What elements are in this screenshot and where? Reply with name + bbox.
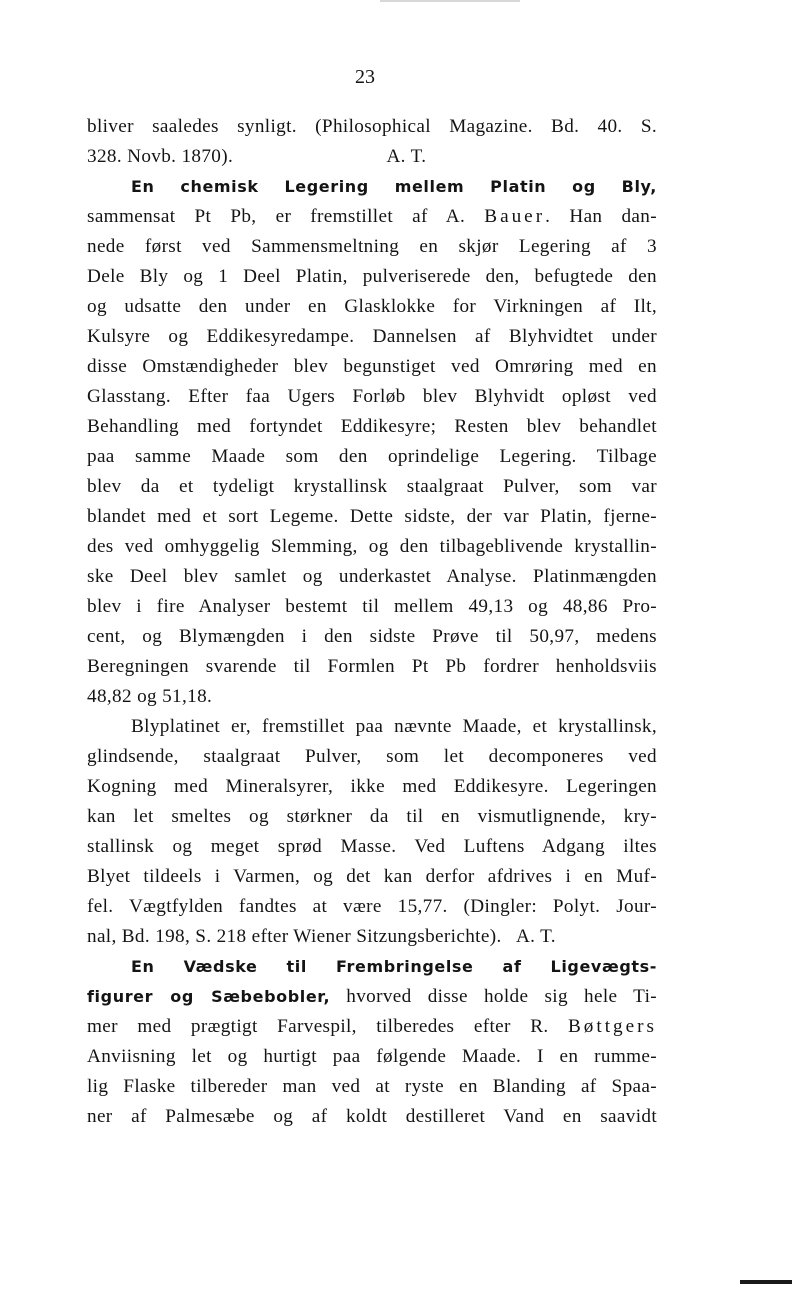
text-line: Beregningen svarende til Formlen Pt Pb fordrer henholdsviis [87,656,657,677]
text-line: Blyplatinet er, fremstillet paa nævnte Maade, et krystallinsk, [131,716,657,737]
text-line: nal, Bd. 198, S. 218 efter Wiener Sitzungsberichte). A. T. [87,926,556,947]
text-line [87,1012,657,1042]
text-line: 48,82 og 51,18. [87,686,213,707]
text-line: nede først ved Sammensmeltning en skjør Legering af 3 [87,236,657,257]
text-line: bliver saaledes synligt. (Philosophical Magazine. Bd. 40. S. [87,116,657,137]
text-line: kan let smeltes og størkner da til en vismutlignende, kry- [87,806,657,827]
text-line: Glasstang. Efter faa Ugers Forløb blev Blyhvidt opløst ved [87,386,657,407]
text-line: stallinsk og meget sprød Masse. Ved Luftens Adgang iltes [87,836,657,857]
text-line: og udsatte den under en Glasklokke for Virkningen af Ilt, [87,296,657,317]
text-line: paa samme Maade som den oprindelige Legering. Tilbage [87,446,657,467]
text-line: des ved omhyggelig Slemming, og den tilbageblivende krystallin- [87,536,657,557]
text-line: blev i fire Analyser bestemt til mellem 49,13 og 48,86 Pro- [87,596,657,617]
scan-edge-shade [380,0,520,2]
text-line: Blyet tildeels i Varmen, og det kan derfor afdrives i en Muf- [87,866,657,887]
article-body [87,112,657,1132]
page-number: 23 [355,66,375,88]
text-line [87,982,657,1012]
text-line: glindsende, staalgraat Pulver, som let decomponeres ved [87,746,657,767]
author-name: Bøttgers [567,1016,657,1037]
section-heading-line [87,952,657,982]
text-line: lig Flaske tilbereder man ved at ryste en Blanding af Spaa- [87,1076,657,1097]
text-line: Kogning med Mineralsyrer, ikke med Eddikesyre. Legeringen [87,776,657,797]
text-line: Anviisning let og hurtigt paa følgende Maade. I en rumme- [87,1046,657,1067]
section-heading: En chemisk Legering mellem Platin og Bly, [131,177,657,196]
author-name: Bauer [484,206,546,227]
text-line: ner af Palmesæbe og af koldt destilleret Vand en saavidt [87,1106,657,1127]
text-fragment: hvorved disse holde sig hele Ti- [330,986,657,1007]
text-line: Dele Bly og 1 Deel Platin, pulveriserede den, befugtede den [87,266,657,287]
section-heading: En Vædske til Frembringelse af Ligevægts- [131,957,657,976]
text-fragment: sammensat Pt Pb, er fremstillet af A. [87,206,466,227]
text-line: blev da et tydeligt krystallinsk staalgraat Pulver, som var [87,476,657,497]
section-heading: figurer og Sæbebobler, [87,987,331,1006]
scan-edge-rule [740,1280,792,1284]
text-fragment: . Han dan- [545,206,657,227]
text-line: disse Omstændigheder blev begunstiget ved Omrøring med en [87,356,657,377]
text-line: Behandling med fortyndet Eddikesyre; Resten blev behandlet [87,416,657,437]
text-line: cent, og Blymængden i den sidste Prøve til 50,97, medens [87,626,657,647]
section-heading-line [87,172,657,202]
text-line: fel. Vægtfylden fandtes at være 15,77. (Dingler: Polyt. Jour- [87,896,657,917]
text-line [87,202,657,232]
text-line: Kulsyre og Eddikesyredampe. Dannelsen af Blyhvidtet under [87,326,657,347]
text-fragment: mer med prægtigt Farvespil, tilberedes efter R. [87,1016,549,1037]
text-line: blandet med et sort Legeme. Dette sidste, der var Platin, fjerne- [87,506,657,527]
text-line: ske Deel blev samlet og underkastet Analyse. Platinmængden [87,566,657,587]
text-line: 328. Novb. 1870). A. T. [87,146,427,167]
